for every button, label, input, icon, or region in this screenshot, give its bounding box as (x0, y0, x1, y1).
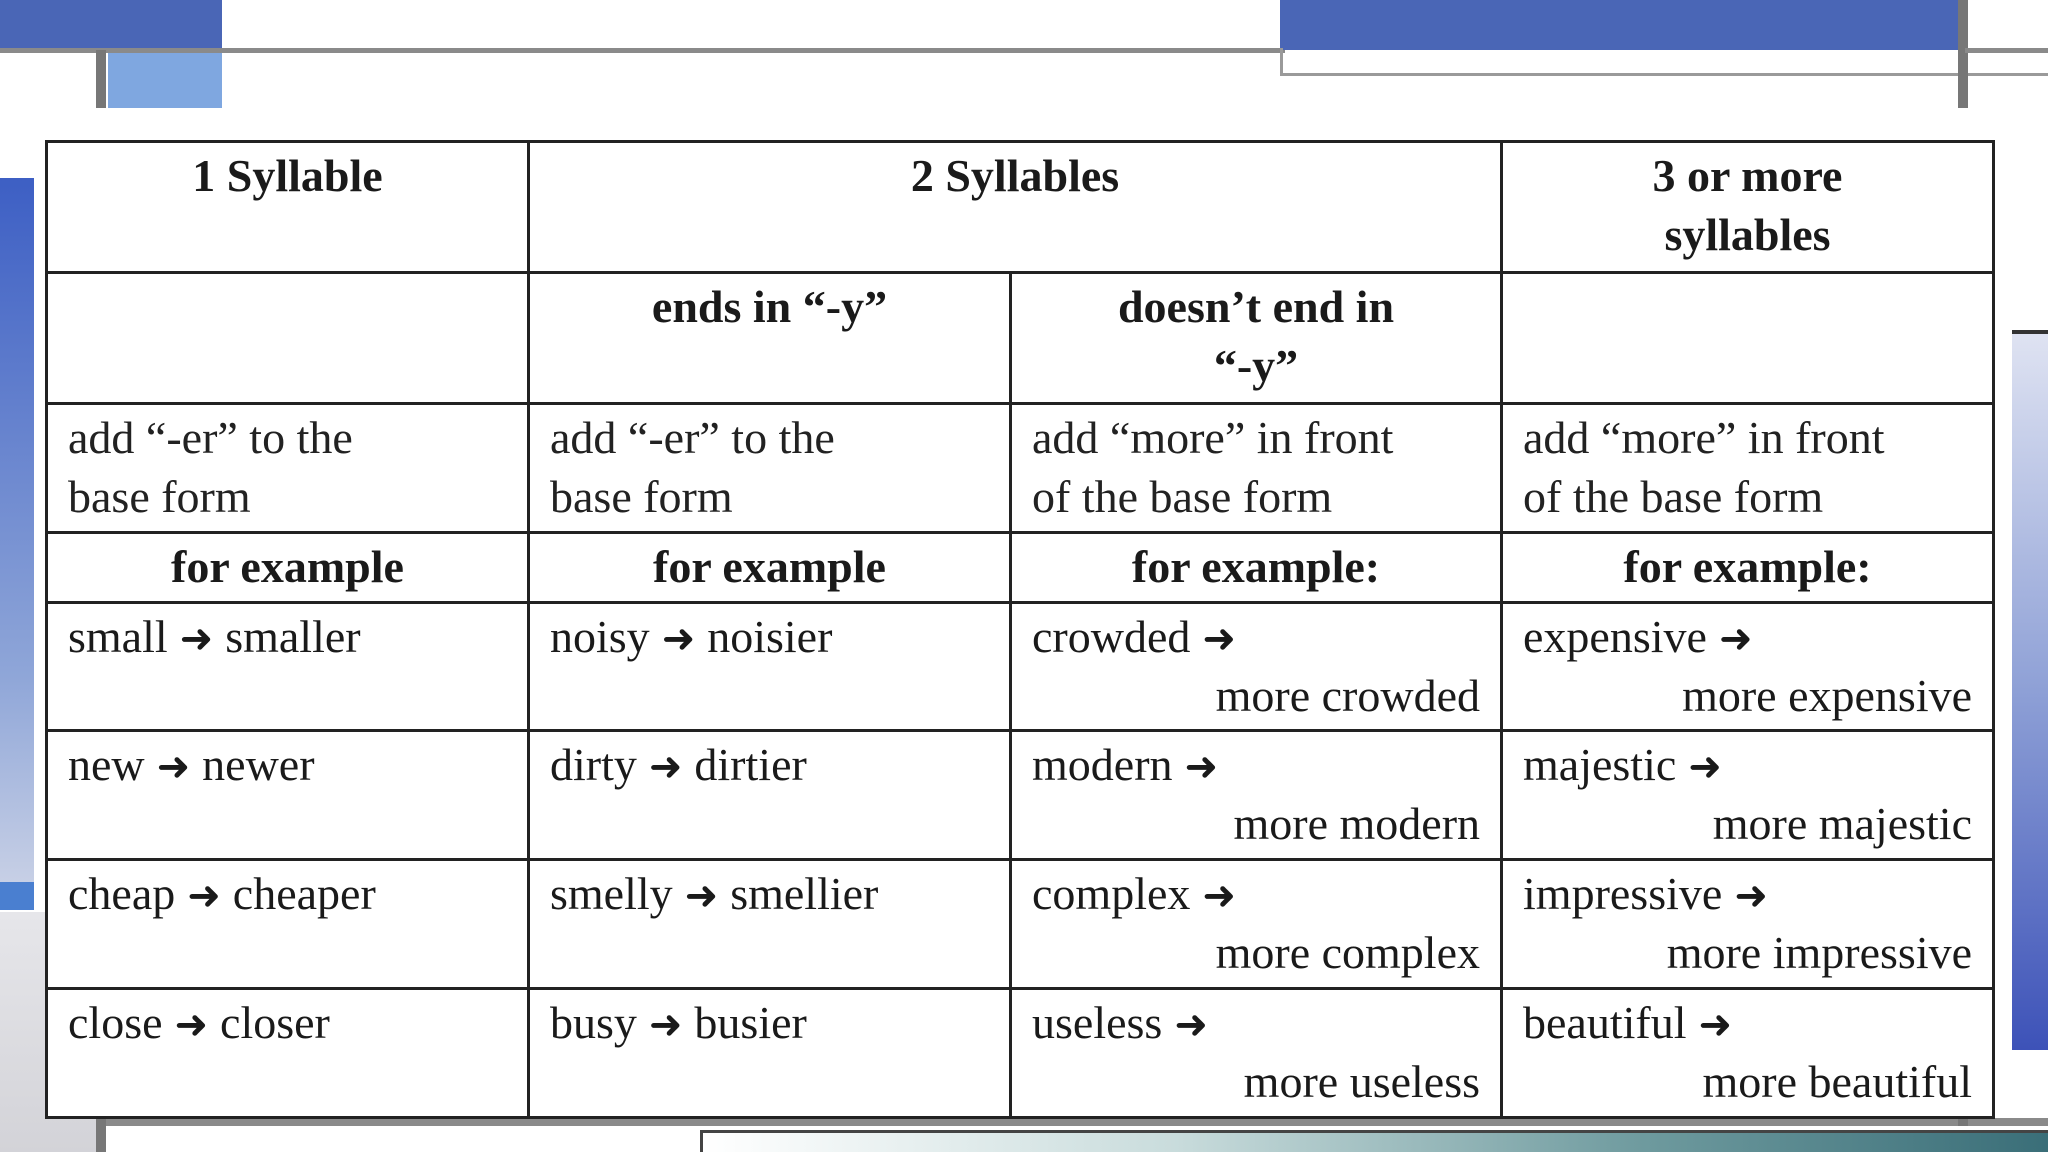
example-cell-doesnt-end-in-y: crowded ➜ more crowded (1011, 602, 1502, 731)
arrow-icon: ➜ (156, 744, 191, 790)
arrow-icon: ➜ (1734, 873, 1768, 919)
top-right-vertical-line (1958, 0, 1968, 108)
example-cell-one: cheap ➜ cheaper (47, 860, 529, 989)
top-right-blue-bar (1280, 0, 1960, 50)
top-left-blue-bar (0, 0, 222, 50)
example-label-ends-in-y: for example (529, 532, 1011, 602)
arrow-icon: ➜ (648, 744, 683, 790)
bottom-rule-line (96, 1118, 2048, 1126)
top-right-rule (1965, 48, 2048, 53)
arrow-icon: ➜ (179, 615, 214, 661)
example-cell-ends-in-y: noisy ➜ noisier (529, 602, 1011, 731)
top-left-light-block (108, 50, 222, 108)
subheader-row (47, 273, 1994, 404)
example-cell-doesnt-end-in-y: useless ➜ more useless (1011, 988, 1502, 1117)
rule-row (47, 404, 1994, 533)
example-cell-three: expensive ➜ more expensive (1502, 602, 1994, 731)
example-cell-three: impressive ➜ more impressive (1502, 860, 1994, 989)
example-label-row (47, 532, 1994, 602)
example-row (47, 602, 1994, 731)
example-cell-doesnt-end-in-y: complex ➜ more complex (1011, 860, 1502, 989)
subheader-ends-in-y: ends in “-y” (529, 273, 1011, 404)
example-label-three: for example: (1502, 532, 1994, 602)
rule-doesnt-end-in-y: add “more” in front of the base form (1011, 404, 1502, 533)
subheader-empty-one (47, 273, 529, 404)
example-cell-ends-in-y: busy ➜ busier (529, 988, 1011, 1117)
rule-ends-in-y: add “-er” to the base form (529, 404, 1011, 533)
arrow-icon: ➜ (1184, 744, 1219, 790)
example-row (47, 988, 1994, 1117)
arrow-icon: ➜ (174, 1001, 209, 1047)
header-two-syllables: 2 Syllables (529, 142, 1502, 273)
header-row (47, 142, 1994, 273)
subheader-doesnt-end-in-y: doesn’t end in “-y” (1011, 273, 1502, 404)
header-one-syllable: 1 Syllable (47, 142, 529, 273)
arrow-icon: ➜ (1174, 1001, 1208, 1047)
example-row (47, 731, 1994, 860)
example-cell-three: beautiful ➜ more beautiful (1502, 988, 1994, 1117)
right-dark-rule (2012, 330, 2048, 334)
top-left-vertical-line (96, 50, 106, 108)
arrow-icon: ➜ (684, 873, 719, 919)
example-cell-one: small ➜ smaller (47, 602, 529, 731)
rule-three-syllables: add “more” in front of the base form (1502, 404, 1994, 533)
example-row (47, 860, 1994, 989)
right-blue-gradient-bar (2012, 332, 2048, 1050)
header-three-syllables: 3 or more syllables (1502, 142, 1994, 273)
arrow-icon: ➜ (661, 615, 696, 661)
comparative-adjectives-table (45, 140, 1995, 1119)
example-cell-doesnt-end-in-y: modern ➜ more modern (1011, 731, 1502, 860)
example-cell-three: majestic ➜ more majestic (1502, 731, 1994, 860)
example-cell-one: close ➜ closer (47, 988, 529, 1117)
top-right-outline (1280, 48, 2048, 76)
arrow-icon: ➜ (1688, 744, 1722, 790)
arrow-icon: ➜ (1718, 615, 1753, 661)
example-cell-ends-in-y: dirty ➜ dirtier (529, 731, 1011, 860)
arrow-icon: ➜ (1202, 873, 1236, 919)
left-blue-accent (0, 882, 34, 910)
arrow-icon: ➜ (648, 1001, 683, 1047)
example-cell-one: new ➜ newer (47, 731, 529, 860)
arrow-icon: ➜ (1202, 615, 1236, 661)
rule-one-syllable: add “-er” to the base form (47, 404, 529, 533)
arrow-icon: ➜ (187, 873, 221, 919)
top-rule-line (0, 48, 1285, 53)
left-blue-gradient-bar (0, 178, 34, 890)
subheader-empty-three (1502, 273, 1994, 404)
arrow-icon: ➜ (1698, 1001, 1733, 1047)
example-label-one: for example (47, 532, 529, 602)
bottom-teal-gradient (700, 1130, 2048, 1152)
example-label-doesnt-end-in-y: for example: (1011, 532, 1502, 602)
example-cell-ends-in-y: smelly ➜ smellier (529, 860, 1011, 989)
